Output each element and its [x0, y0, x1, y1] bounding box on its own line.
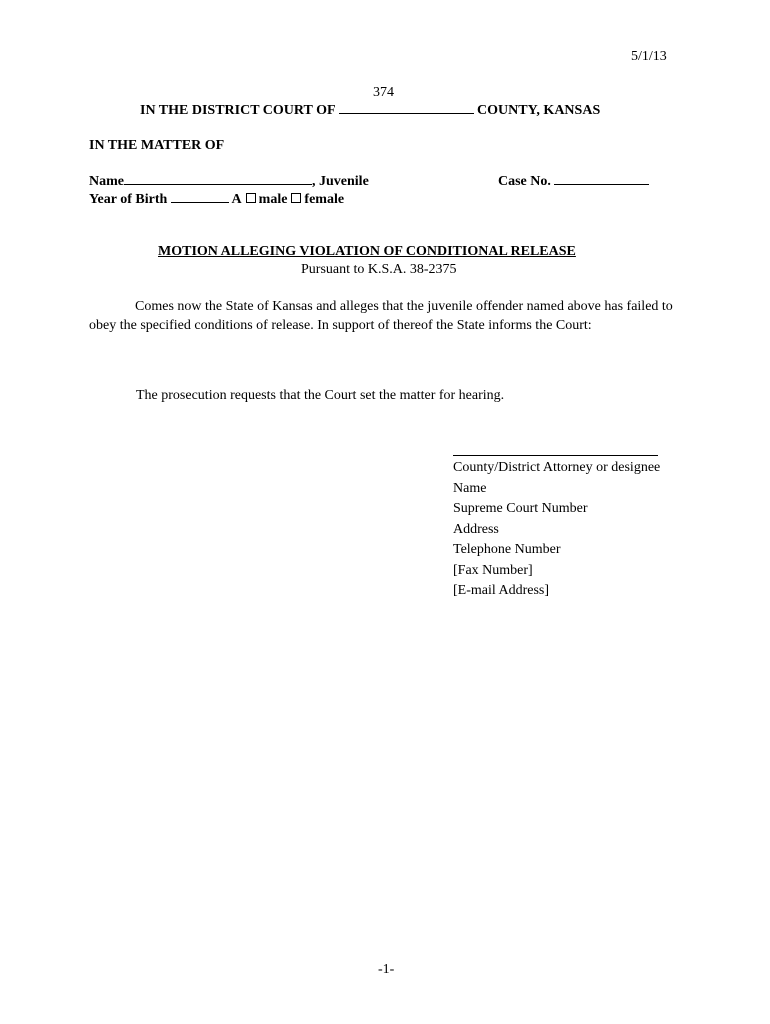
signature-telephone: Telephone Number — [453, 542, 561, 557]
court-prefix: IN THE DISTRICT COURT OF — [140, 103, 336, 118]
signature-supreme-court-number: Supreme Court Number — [453, 501, 588, 516]
male-label: male — [258, 192, 288, 207]
male-checkbox[interactable] — [246, 193, 256, 203]
matter-heading: IN THE MATTER OF — [89, 138, 225, 153]
signature-line[interactable] — [453, 455, 658, 456]
allegation-paragraph: Comes now the State of Kansas and alleges that the juvenile offender named above has failed to obey the specified conditions of release. In support of thereof the State informs the Court: — [89, 299, 673, 333]
year-of-birth-line — [89, 190, 344, 209]
court-suffix: COUNTY, KANSAS — [477, 103, 601, 118]
a-label: A — [231, 192, 242, 207]
form-number: 374 — [373, 85, 394, 100]
case-number-line — [498, 172, 649, 191]
signature-address: Address — [453, 521, 499, 537]
name-label: Name — [89, 174, 124, 189]
hearing-request: The prosecution requests that the Court set the matter for hearing. — [136, 388, 505, 403]
document-date: 5/1/13 — [631, 49, 667, 64]
signature-title: County/District Attorney or designee — [453, 460, 661, 475]
year-of-birth-label: Year of Birth — [89, 192, 168, 207]
signature-block — [453, 458, 660, 602]
page-number: -1- — [378, 962, 395, 977]
year-of-birth-blank[interactable] — [171, 190, 229, 203]
statute-subtitle: Pursuant to K.S.A. 38-2375 — [301, 262, 457, 277]
case-no-blank[interactable] — [554, 172, 649, 185]
name-blank[interactable] — [124, 172, 312, 185]
case-no-label: Case No. — [498, 174, 551, 189]
signature-name: Name — [453, 480, 487, 496]
name-line — [89, 172, 369, 191]
signature-fax: [Fax Number] — [453, 562, 533, 578]
female-label: female — [304, 192, 345, 207]
county-blank[interactable] — [339, 101, 474, 114]
female-checkbox[interactable] — [291, 193, 301, 203]
court-heading — [140, 101, 600, 120]
signature-email: [E-mail Address] — [453, 583, 550, 598]
motion-title: MOTION ALLEGING VIOLATION OF CONDITIONAL RELEASE — [158, 244, 576, 259]
juvenile-label: , Juvenile — [312, 174, 369, 189]
